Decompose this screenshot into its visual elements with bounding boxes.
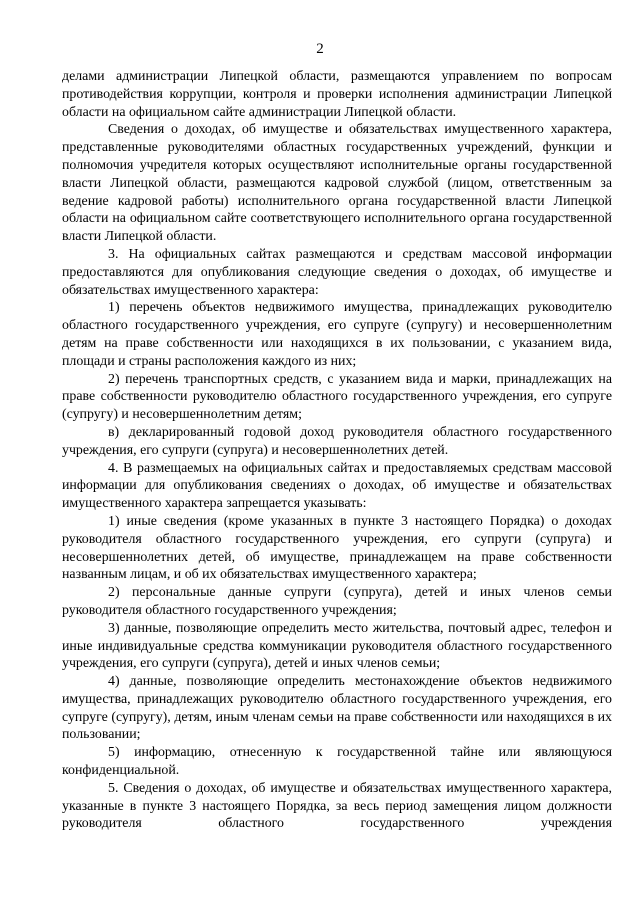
list-item-3-1: 1) перечень объектов недвижимого имущества, принадлежащих руководителю областного государственного учреждения, его супруге (супругу) и несовершеннолетним детям на праве собственности или находящихся в их пользовании, с указанием вида, площади и страны расположения каждого из них; bbox=[62, 300, 612, 369]
paragraph-item-3: 3. На официальных сайтах размещаются и средствам массовой информации предоставляются для опубликования следующие сведения о доходах, об имуществе и обязательствах имущественного характера: bbox=[62, 246, 612, 298]
list-item-4-4: 4) данные, позволяющие определить местонахождение объектов недвижимого имущества, принадлежащих руководителю областного государственного учреждения, его супруге (супругу), детям, иным членам семьи на праве собственности или находящихся в их пользовании; bbox=[62, 674, 612, 743]
list-item-4-2: 2) персональные данные супруги (супруга), детей и иных членов семьи руководителя областного государственного учреждения; bbox=[62, 585, 612, 618]
page-number: 2 bbox=[316, 41, 324, 57]
paragraph-item-5: 5. Сведения о доходах, об имуществе и обязательствах имущественного характера, указанные в пункте 3 настоящего Порядка, за весь период замещения лицом должности руководителя областного государственного учреждения bbox=[62, 780, 612, 832]
paragraph-income-info-placement: Сведения о доходах, об имуществе и обязательствах имущественного характера, представленные руководителями областных государственных учреждений, функции и полномочия учредителя которых осуществляют исполнительные органы государственной власти Липецкой области, размещаются кадровой службой (лицом, ответственным за ведение кадровой работы) исполнительного органа государственной власти Липецкой области на официальном сайте соответствующего исполнительного органа государственной власти Липецкой области. bbox=[62, 122, 612, 245]
list-item-3-3: в) декларированный годовой доход руководителя областного государственного учреждения, его супруги (супруга) и несовершеннолетних детей. bbox=[62, 424, 612, 458]
paragraph-item-4: 4. В размещаемых на официальных сайтах и предоставляемых средствам массовой информации для опубликования сведениях о доходах, об имуществе и обязательствах имущественного характера запрещается указывать: bbox=[62, 460, 612, 512]
list-item-4-3: 3) данные, позволяющие определить место жительства, почтовый адрес, телефон и иные индивидуальные средства коммуникации руководителя областного государственного учреждения, его супруги (супруга), детей и иных членов семьи; bbox=[62, 620, 612, 672]
list-item-3-2: 2) перечень транспортных средств, с указанием вида и марки, принадлежащих на праве собственности руководителю областного государственного учреждения, его супруге (супругу) и несовершеннолетним детям; bbox=[62, 371, 612, 423]
document-body bbox=[62, 68, 612, 833]
list-item-4-1: 1) иные сведения (кроме указанных в пункте 3 настоящего Порядка) о доходах руководителя областного государственного учреждения, его супруги (супруга) и несовершеннолетних детей, об имуществе, принадлежащем на праве собственности названным лицам, и об их обязательствах имущественного характера; bbox=[62, 513, 612, 583]
paragraph-continuation: делами администрации Липецкой области, размещаются управлением по вопросам противодействия коррупции, контроля и проверки исполнения администрации Липецкой области на официальном сайте администрации Липецкой области. bbox=[62, 69, 612, 120]
list-item-4-5: 5) информацию, отнесенную к государственной тайне или являющуюся конфиденциальной. bbox=[62, 745, 612, 779]
